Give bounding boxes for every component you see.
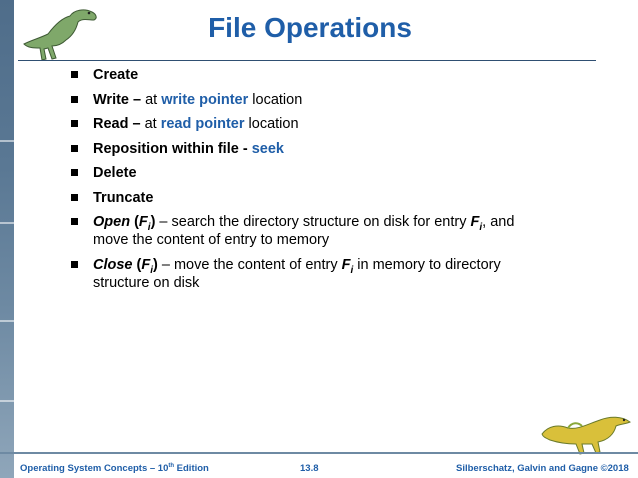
- bar-segment: [0, 222, 14, 224]
- var-f: F: [138, 214, 148, 230]
- bullet-keyword: Read –: [93, 116, 141, 132]
- left-decor-bar: [0, 0, 14, 478]
- bar-segment: [0, 400, 14, 402]
- bullet-square-icon: [71, 194, 78, 201]
- bullet-highlight: seek: [251, 140, 284, 157]
- function-name: Close: [93, 256, 133, 273]
- bullet-highlight: write pointer: [161, 91, 249, 108]
- footer-sup: th: [168, 463, 175, 469]
- bullet-square-icon: [71, 145, 78, 152]
- dinosaur-logo-icon: [18, 4, 102, 62]
- paren: (: [130, 214, 139, 230]
- bullet-square-icon: [71, 218, 78, 225]
- footer-page-number: 13.8: [300, 463, 319, 474]
- function-name: Open: [93, 214, 131, 230]
- footer-text: Operating System Concepts – 10: [20, 463, 169, 475]
- footer-divider: [0, 452, 638, 454]
- bullet-text: – move the content of entry: [157, 256, 342, 273]
- footer-text: Edition: [174, 463, 209, 475]
- bullet-square-icon: [71, 96, 78, 103]
- bullet-open: [68, 213, 538, 249]
- footer-book-title: [20, 463, 209, 474]
- bullet-square-icon: [71, 120, 78, 127]
- var-sub: i: [147, 221, 151, 233]
- bullet-text: location: [248, 91, 303, 108]
- bullet-text: Create: [93, 67, 139, 83]
- bullet-write: [68, 91, 538, 109]
- bullet-keyword: Write –: [93, 91, 142, 108]
- var-f: F: [141, 256, 151, 273]
- bullet-read: [68, 115, 538, 133]
- bullet-highlight: read pointer: [160, 116, 245, 132]
- var-sub: i: [150, 264, 153, 276]
- bullet-text: at: [140, 116, 161, 132]
- bullet-reposition: [68, 140, 538, 158]
- dinosaur-footer-icon: [538, 404, 634, 456]
- bullet-text: location: [244, 116, 299, 132]
- bar-segment: [0, 140, 14, 142]
- footer-authors: Silberschatz, Galvin and Gagne ©2018: [456, 463, 629, 474]
- bullet-text: , and move the content of entry to memory: [93, 214, 515, 248]
- slide-title: File Operations: [208, 12, 412, 43]
- bullet-square-icon: [71, 71, 78, 78]
- paren: (: [132, 256, 142, 273]
- bullet-create: [68, 66, 538, 84]
- bullet-keyword: Reposition within file -: [93, 140, 252, 157]
- bullet-text: Truncate: [93, 189, 154, 206]
- bullet-square-icon: [71, 169, 78, 176]
- bullet-text: – search the directory structure on disk for entry: [155, 214, 471, 230]
- bullet-close: [68, 256, 538, 292]
- bullet-text: in memory to directory structure on disk: [93, 256, 501, 291]
- bullet-square-icon: [71, 261, 78, 268]
- var-f: F: [341, 256, 351, 273]
- title-divider: [18, 60, 596, 61]
- bar-segment: [0, 320, 14, 322]
- var-sub: i: [350, 264, 354, 276]
- bullet-delete: [68, 164, 538, 182]
- var-sub: i: [479, 221, 483, 233]
- paren: ): [153, 256, 158, 273]
- bullet-text: Delete: [93, 165, 137, 181]
- bullet-text: at: [141, 91, 162, 108]
- bullet-truncate: [68, 189, 538, 207]
- bullet-list: [68, 66, 538, 298]
- var-f: F: [470, 214, 480, 230]
- paren: ): [150, 214, 156, 230]
